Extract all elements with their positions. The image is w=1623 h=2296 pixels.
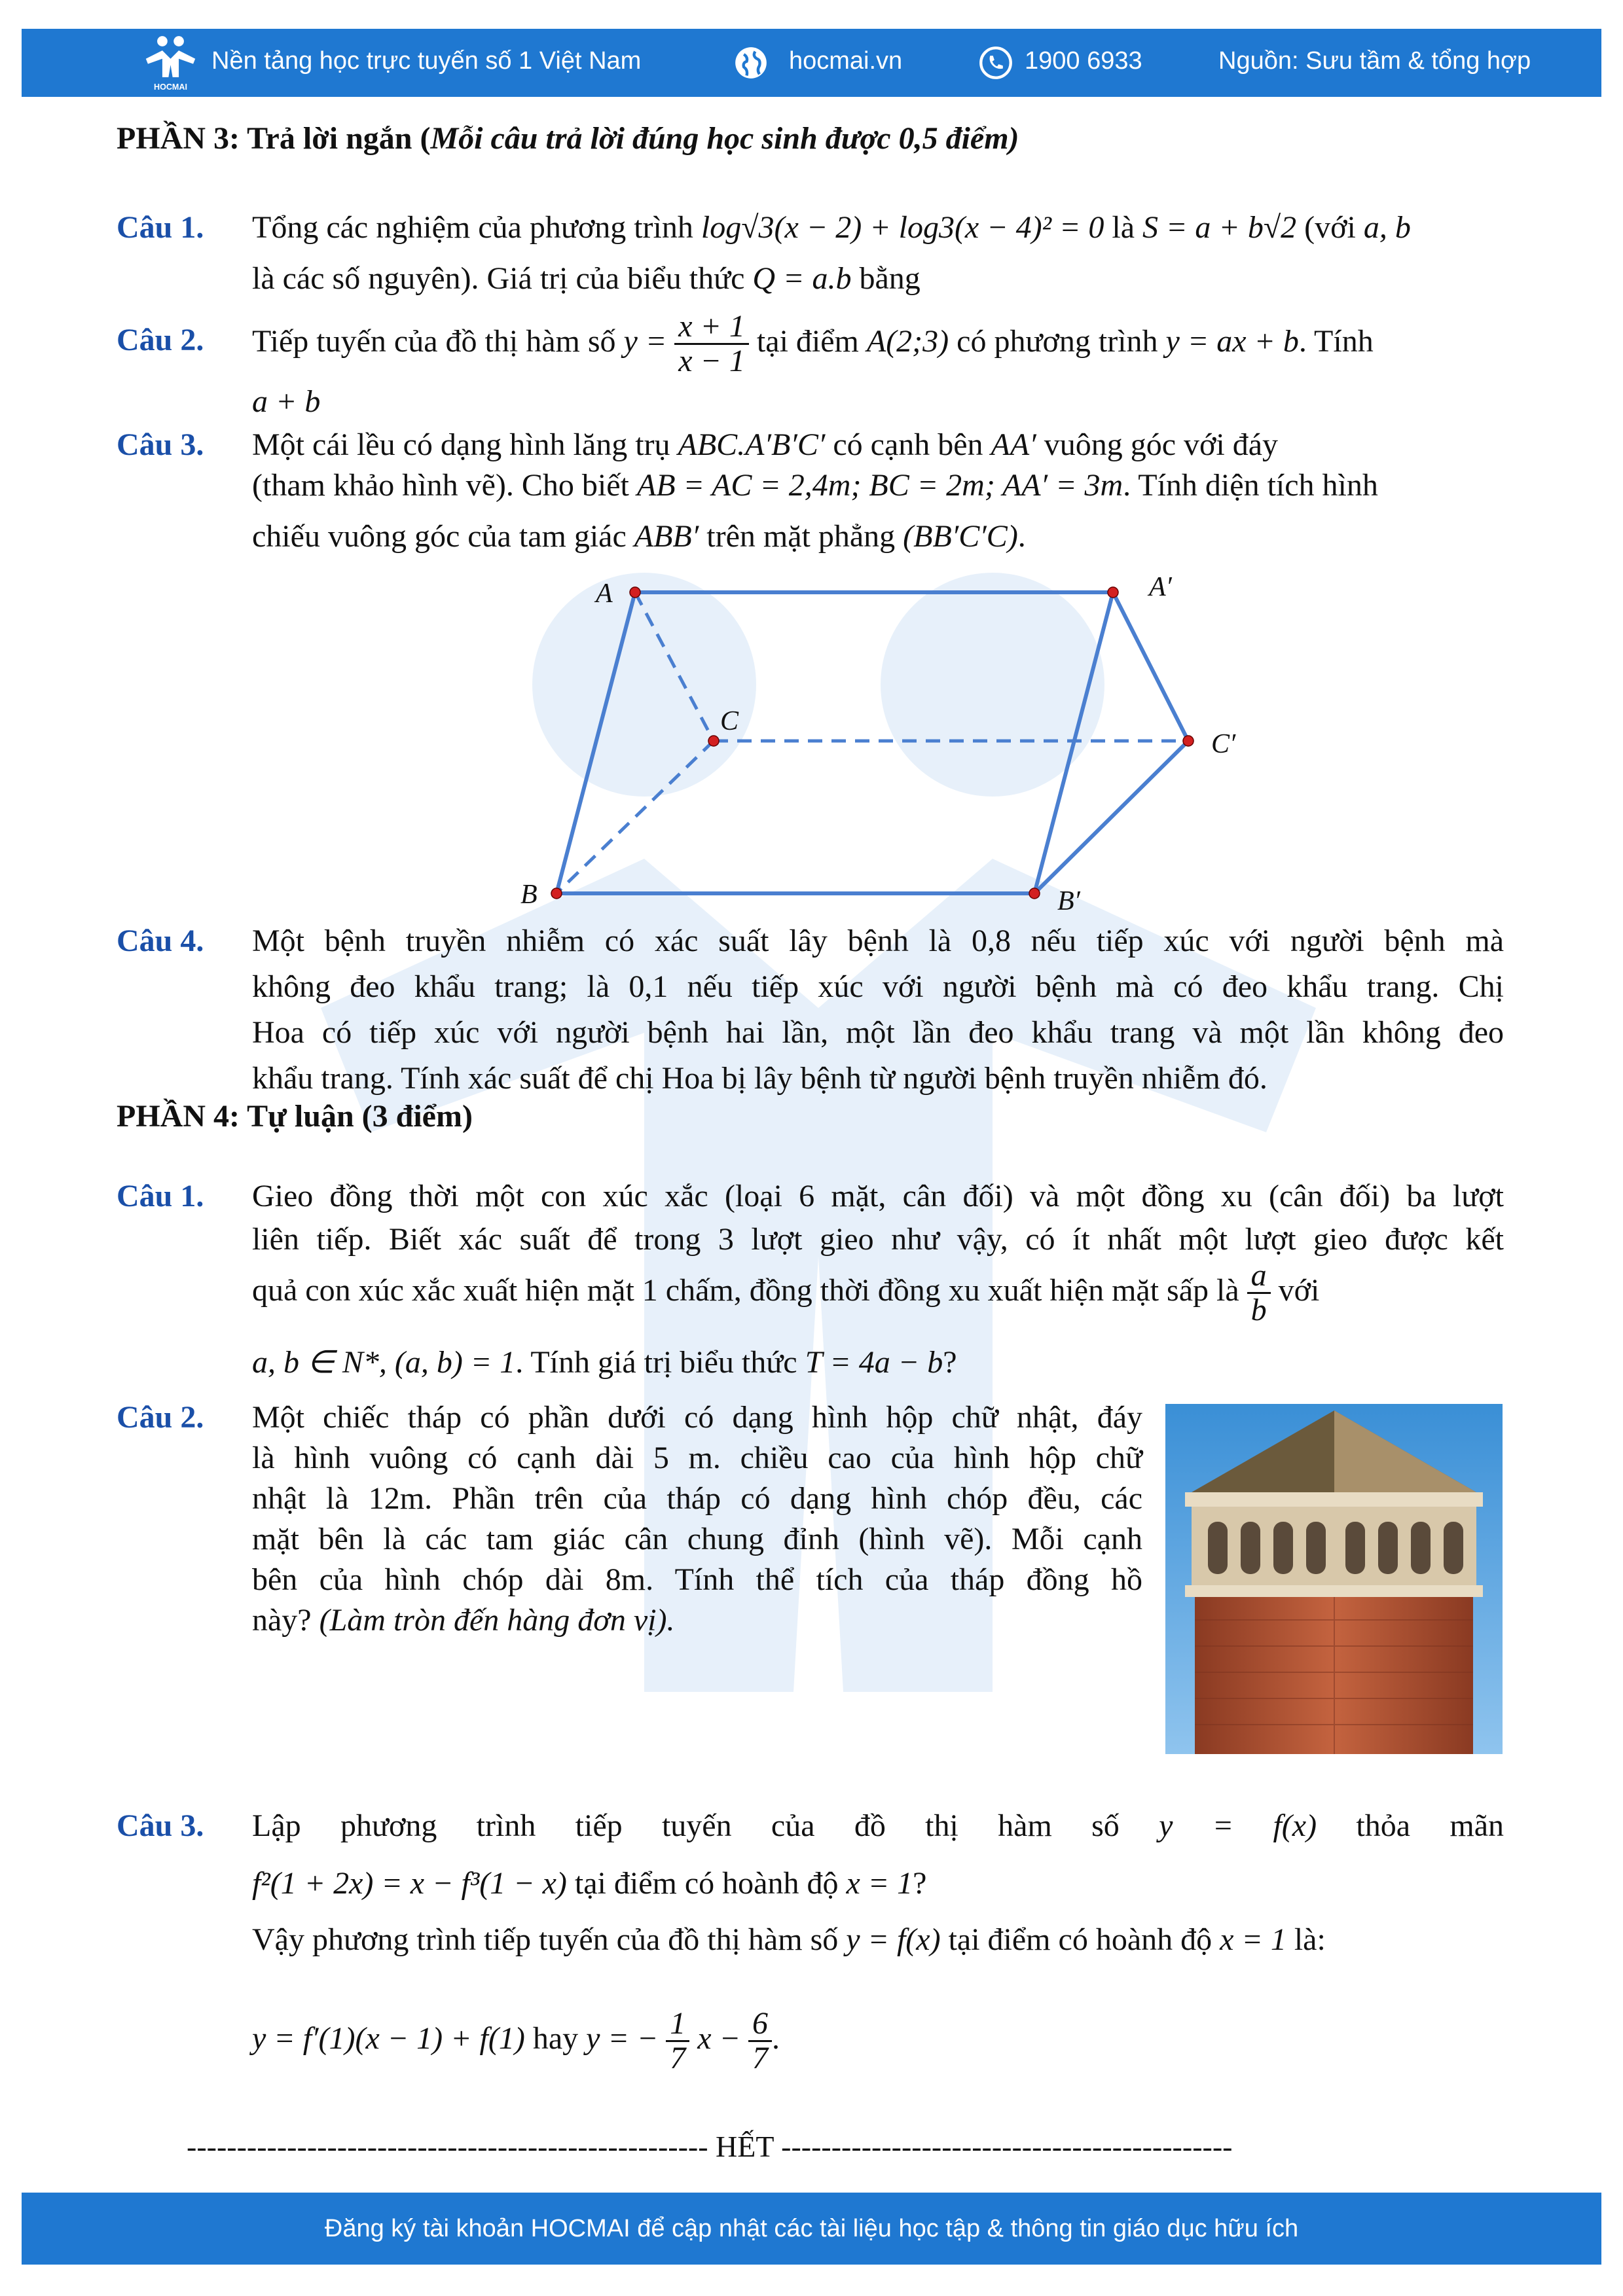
- phone-icon: [979, 46, 1013, 80]
- header-bar: [22, 29, 1601, 97]
- part3-q1-line2: là các số nguyên). Giá trị của biểu thức Q = a.b bằng: [252, 261, 921, 296]
- part4-q2-line4: mặt bên là các tam giác cân chung đỉnh (hình vẽ). Mỗi cạnh: [252, 1522, 1142, 1556]
- label-B: B: [520, 880, 538, 910]
- label-C2: C′: [1211, 729, 1236, 759]
- part3-q4-line1: Một bệnh truyền nhiễm có xác suất lây bệnh là 0,8 nếu tiếp xúc với người bệnh mà: [252, 924, 1504, 958]
- edge-AC-hidden: [635, 592, 714, 741]
- edge-CB-hidden: [556, 741, 714, 893]
- part4-q2-label: Câu 2.: [117, 1400, 204, 1435]
- part4-q3-line3: Vậy phương trình tiếp tuyến của đồ thị hàm số y = f(x) tại điểm có hoành độ x = 1 là:: [252, 1922, 1326, 1957]
- part3-q3-line1: Một cái lều có dạng hình lăng trụ ABC.A′B′C′ có cạnh bên AA′ vuông góc với đáy: [252, 427, 1279, 462]
- part4-q3-line2: f²(1 + 2x) = x − f³(1 − x) tại điểm có hoành độ x = 1?: [252, 1866, 927, 1901]
- globe-icon: [734, 46, 768, 80]
- part4-q1-label: Câu 1.: [117, 1179, 204, 1213]
- part4-q2-line5: bên của hình chóp dài 8m. Tính thể tích của tháp đồng hồ: [252, 1562, 1142, 1597]
- edge-A2B2: [1034, 592, 1113, 893]
- vertex-C: [708, 736, 719, 746]
- footer-bar[interactable]: [22, 2193, 1601, 2265]
- header-slogan: Nền tảng học trực tuyến số 1 Việt Nam: [211, 47, 642, 75]
- part4-q3-line4: y = f′(1)(x − 1) + f(1) hay y = − $\frac{1}{7}$ x − $\frac{6}{7}$ .: [252, 2006, 780, 2076]
- label-B2: B′: [1057, 886, 1080, 916]
- edge-C2B2: [1034, 741, 1188, 893]
- label-A: A: [596, 579, 613, 609]
- part4-q1-line4: a, b ∈ N*, (a, b) = 1. Tính giá trị biểu thức T = 4a − b?: [252, 1345, 957, 1380]
- part4-q2-line2: là hình vuông có cạnh dài 5 m. chiều cao của hình hộp chữ: [252, 1441, 1142, 1475]
- fraction: $\frac{6}{7}$: [748, 2007, 772, 2075]
- edge-AB: [556, 592, 635, 893]
- header-phone[interactable]: 1900 6933: [1025, 47, 1142, 75]
- part3-q3-label: Câu 3.: [117, 427, 204, 462]
- footer-text: Đăng ký tài khoản HOCMAI để cập nhật các tài liệu học tập & thông tin giáo dục hữu ích: [324, 2215, 1299, 2242]
- part3-q2-line1: Tiếp tuyến của đồ thị hàm số y = $\frac{x + 1}{x - 1}$ tại điểm A(2;3) có phương trình y = ax + b. Tính: [252, 309, 1374, 379]
- part3-q1-label: Câu 1.: [117, 210, 204, 245]
- part4-q3-label: Câu 3.: [117, 1808, 204, 1843]
- part4-q2-line6: này? (Làm tròn đến hàng đơn vị).: [252, 1603, 675, 1638]
- part3-q4-line2: không đeo khẩu trang; là 0,1 nếu tiếp xúc với người bệnh mà có đeo khẩu trang. Chị: [252, 969, 1504, 1004]
- header-website[interactable]: hocmai.vn: [789, 47, 903, 75]
- part4-q1-line1: Gieo đồng thời một con xúc xắc (loại 6 mặt, cân đối) và một đồng xu (cân đối) ba lượt: [252, 1179, 1504, 1213]
- part4-q1-line3: quả con xúc xắc xuất hiện mặt 1 chấm, đồng thời đồng xu xuất hiện mặt sấp là $\frac{a}{b}$ với: [252, 1258, 1320, 1328]
- part4-q3-line1: Lập phương trình tiếp tuyến của đồ thị hàm số y = f(x) thỏa mãn: [252, 1808, 1504, 1843]
- part3-title: PHẦN 3: Trả lời ngắn (Mỗi câu trả lời đúng học sinh được 0,5 điểm): [117, 121, 1019, 156]
- label-C: C: [720, 706, 739, 736]
- part3-q3-line2: (tham khảo hình vẽ). Cho biết AB = AC = 2,4m; BC = 2m; AA′ = 3m. Tính diện tích hình: [252, 468, 1378, 503]
- part3-q2-label: Câu 2.: [117, 323, 204, 357]
- part4-title: PHẦN 4: Tự luận (3 điểm): [117, 1099, 473, 1134]
- vertex-B2: [1029, 888, 1040, 899]
- end-separator: ---------------------------------------------------- HẾT ---------------------------------------------: [187, 2130, 1233, 2163]
- fraction: $\frac{1}{7}$: [666, 2007, 689, 2075]
- clock-tower-image: [1165, 1404, 1503, 1754]
- part3-q2-line2: a + b: [252, 384, 321, 419]
- label-A2: A′: [1149, 572, 1172, 602]
- part3-q4-line3: Hoa có tiếp xúc với người bệnh hai lần, một lần đeo khẩu trang và một lần không đeo: [252, 1015, 1504, 1050]
- part3-q4-label: Câu 4.: [117, 924, 204, 958]
- part4-q1-line2: liên tiếp. Biết xác suất để trong 3 lượt gieo như vậy, có ít nhất một lượt gieo được kết: [252, 1222, 1504, 1257]
- svg-text:HOCMAI: HOCMAI: [154, 82, 187, 92]
- vertex-A2: [1108, 587, 1118, 598]
- vertex-B: [551, 888, 562, 899]
- part3-q1-line1: Tổng các nghiệm của phương trình log√3(x − 2) + log3(x − 4)² = 0 là S = a + b√2 (với a, b: [252, 210, 1411, 245]
- part4-q2-line3: nhật là 12m. Phần trên của tháp có dạng hình chóp đều, các: [252, 1481, 1142, 1516]
- vertex-A: [630, 587, 640, 598]
- part3-q3-line3: chiếu vuông góc của tam giác ABB′ trên mặt phẳng (BB′C′C).: [252, 519, 1026, 554]
- hocmai-logo[interactable]: [139, 34, 202, 92]
- part4-q2-line1: Một chiếc tháp có phần dưới có dạng hình hộp chữ nhật, đáy: [252, 1400, 1142, 1435]
- part3-q4-line4: khẩu trang. Tính xác suất để chị Hoa bị lây bệnh từ người bệnh truyền nhiễm đó.: [252, 1061, 1267, 1096]
- edge-A2C2: [1113, 592, 1188, 741]
- prism-diagram: [504, 563, 1290, 916]
- fraction: $\frac{x + 1}{x - 1}$: [674, 310, 749, 378]
- vertex-C2: [1183, 736, 1194, 746]
- fraction: $\frac{a}{b}$: [1247, 1259, 1271, 1327]
- header-source: Nguồn: Sưu tầm & tổng hợp: [1218, 47, 1531, 75]
